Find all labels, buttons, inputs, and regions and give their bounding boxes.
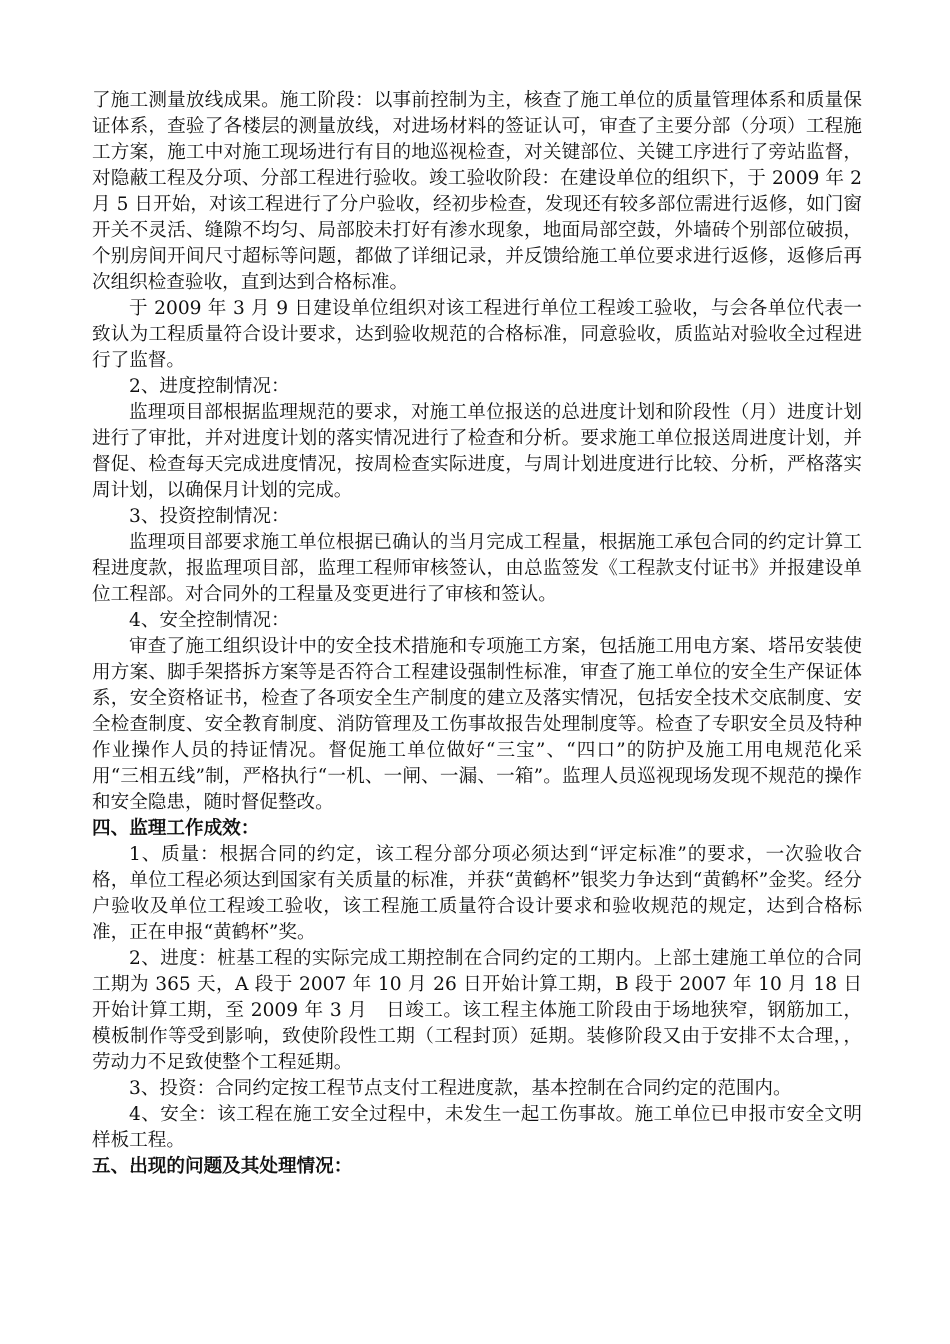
paragraph-investment-control: 监理项目部要求施工单位根据已确认的当月完成工程量，根据施工承包合同的约定计算工程进度款，报监理项目部，监理工程师审核签认，由总监签发《工程款支付证书》并报建设单位工程部。对合同外的工程量及变更进行了审核和签认。 xyxy=(92,532,862,605)
paragraph-quality-result: 1、质量：根据合同的约定，该工程分部分项必须达到“评定标准”的要求，一次验收合格，单位工程必须达到国家有关质量的标准，并获“黄鹤杯”银奖力争达到“黄鹤杯”金奖。经分户验收及单位工程竣工验收，该工程施工质量符合设计要求和验收规范的规定，达到合格标准，正在申报“黄鹤杯”奖。 xyxy=(92,844,862,943)
subheading-safety-control: 4、安全控制情况： xyxy=(129,610,290,631)
paragraph-acceptance-process: 了施工测量放线成果。施工阶段：以事前控制为主，核查了施工单位的质量管理体系和质量保证体系，查验了各楼层的测量放线，对进场材料的签证认可，审查了主要分部（分项）工程施工方案，施工中对施工现场进行有目的地巡视检查，对关键部位、关键工序进行了旁站监督，对隐蔽工程及分项、分部工程进行验收。竣工验收阶段：在建设单位的组织下，于 2009 年 2 月 5 日开始，对该工程进行了分户验收，经初步检查，发现还有较多部位需进行返修，如门窗开关不灵活、缝隙不均匀、局部胶未打好有渗水现象，地面局部空鼓，外墙砖个别部位破损，个别房间开间尺寸超标等问题，都做了详细记录，并反馈给施工单位要求进行返修，返修后再次组织检查验收，直到达到合格标准。 xyxy=(92,90,862,293)
paragraph-safety-result: 4、安全：该工程在施工安全过程中，未发生一起工伤事故。施工单位已申报市安全文明样板工程。 xyxy=(92,1104,862,1151)
paragraph-investment-result: 3、投资：合同约定按工程节点支付工程进度款，基本控制在合同约定的范围内。 xyxy=(129,1078,792,1099)
paragraph-schedule-control: 监理项目部根据监理规范的要求，对施工单位报送的总进度计划和阶段性（月）进度计划进行了审批，并对进度计划的落实情况进行了检查和分析。要求施工单位报送周进度计划，并督促、检查每天完成进度情况，按周检查实际进度，与周计划进度进行比较、分析，严格落实周计划，以确保月计划的完成。 xyxy=(92,402,862,501)
paragraph-schedule-result: 2、进度：桩基工程的实际完成工期控制在合同约定的工期内。上部土建施工单位的合同工期为 365 天，A 段于 2007 年 10 月 26 日开始计算工期，B 段于 2007 年 10 月 18 日开始计算工期，至 2009 年 3 月 日竣工。该工程主体施工阶段由于场地狭窄，钢筋加工，模板制作等受到影响，致使阶段性工期（工程封顶）延期。装修阶段又由于安排不太合理，，劳动力不足致使整个工程延期。 xyxy=(92,948,862,1073)
subheading-investment-control: 3、投资控制情况： xyxy=(129,506,290,527)
section-heading-problems: 五、出现的问题及其处理情况： xyxy=(92,1156,353,1177)
section-heading-results: 四、监理工作成效： xyxy=(92,818,260,839)
paragraph-completion-acceptance: 于 2009 年 3 月 9 日建设单位组织对该工程进行单位工程竣工验收，与会各单位代表一致认为工程质量符合设计要求，达到验收规范的合格标准，同意验收，质监站对验收全过程进行了监督。 xyxy=(92,298,862,371)
document-page xyxy=(92,88,862,1180)
subheading-schedule-control: 2、进度控制情况： xyxy=(129,376,290,397)
paragraph-safety-control: 审查了施工组织设计中的安全技术措施和专项施工方案，包括施工用电方案、塔吊安装使用方案、脚手架搭拆方案等是否符合工程建设强制性标准，审查了施工单位的安全生产保证体系，安全资格证书，检查了各项安全生产制度的建立及落实情况，包括安全技术交底制度、安全检查制度、安全教育制度、消防管理及工伤事故报告处理制度等。检查了专职安全员及特种作业操作人员的持证情况。督促施工单位做好“三宝”、“四口”的防护及施工用电规范化采用“三相五线”制，严格执行“一机、一闸、一漏、一箱”。监理人员巡视现场发现不规范的操作和安全隐患，随时督促整改。 xyxy=(92,636,862,813)
